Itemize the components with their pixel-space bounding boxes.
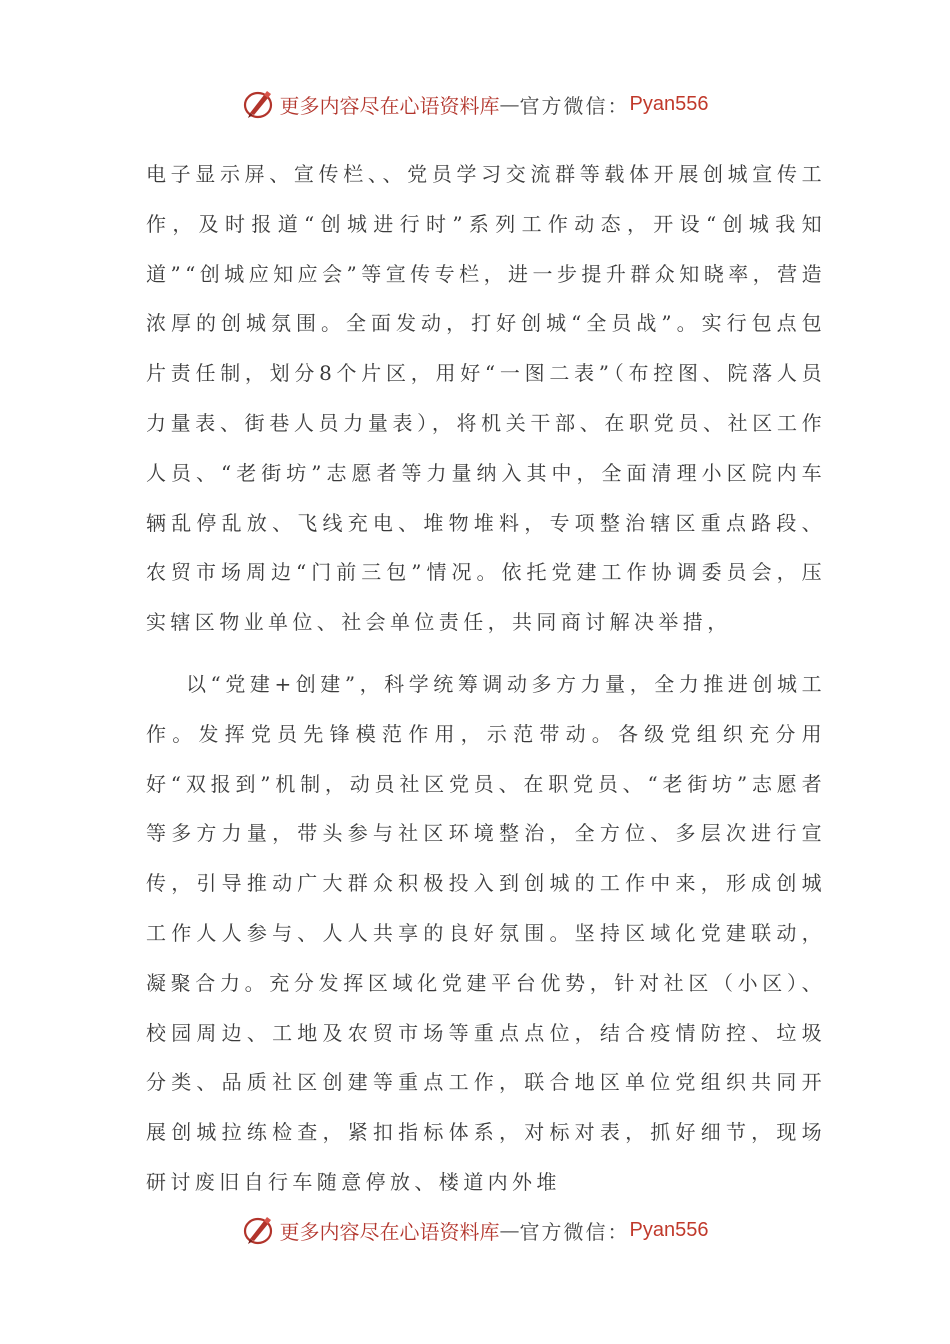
footer-banner (0, 1210, 950, 1250)
header-wechat-label: 官方微信： (519, 93, 630, 118)
header-separator: — (499, 92, 520, 116)
pen-logo-icon (242, 87, 276, 121)
header-wechat-id: Pyan556 (629, 92, 709, 115)
header-promo-text: 更多内容尽在心语资料库 (279, 93, 500, 118)
body-paragraph-1: 电子显示屏、宣传栏、、党员学习交流群等载体开展创城宣传工作，及时报道“创城进行时”系列工作动态，开设“创城我知道”“创城应知应会”等宣传专栏，进一步提升群众知晓率，营造浓厚的创城氛围。全面发动，打好创城“全员战”。实行包点包片责任制，划分8个片区，用好“一图二表”（布控图、院落人员力量表、街巷人员力量表），将机关干部、在职党员、社区工作人员、“老街坊”志愿者等力量纳入其中，全面清理小区院内车辆乱停乱放、飞线充电、堆物堆料，专项整治辖区重点路段、农贸市场周边“门前三包”情况。依托党建工作协调委员会，压实辖区物业单位、社会单位责任，共同商讨解决举措， (146, 162, 826, 635)
pen-logo-icon (242, 1213, 276, 1247)
footer-promo-text: 更多内容尽在心语资料库 (279, 1219, 500, 1244)
document-body (146, 150, 826, 1208)
body-paragraph-2: 以“党建+创建”，科学统筹调动多方力量，全力推进创城工作。发挥党员先锋模范作用，示范带动。各级党组织充分用好“双报到”机制，动员社区党员、在职党员、“老街坊”志愿者等多方力量，带头参与社区环境整治，全方位、多层次进行宣传，引导推动广大群众积极投入到创城的工作中来，形成创城工作人人参与、人人共享的良好氛围。坚持区域化党建联动，凝聚合力。充分发挥区域化党建平台优势，针对社区（小区）、校园周边、工地及农贸市场等重点点位，结合疫情防控、垃圾分类、品质社区创建等重点工作，联合地区单位党组织共同开展创城拉练检查，紧扣指标体系，对标对表，抓好细节，现场研讨废旧自行车随意停放、楼道内外堆 (146, 671, 826, 1194)
footer-wechat-id: Pyan556 (629, 1218, 709, 1241)
header-banner (0, 84, 950, 124)
footer-wechat-label: 官方微信： (519, 1219, 630, 1244)
footer-separator: — (499, 1218, 520, 1242)
